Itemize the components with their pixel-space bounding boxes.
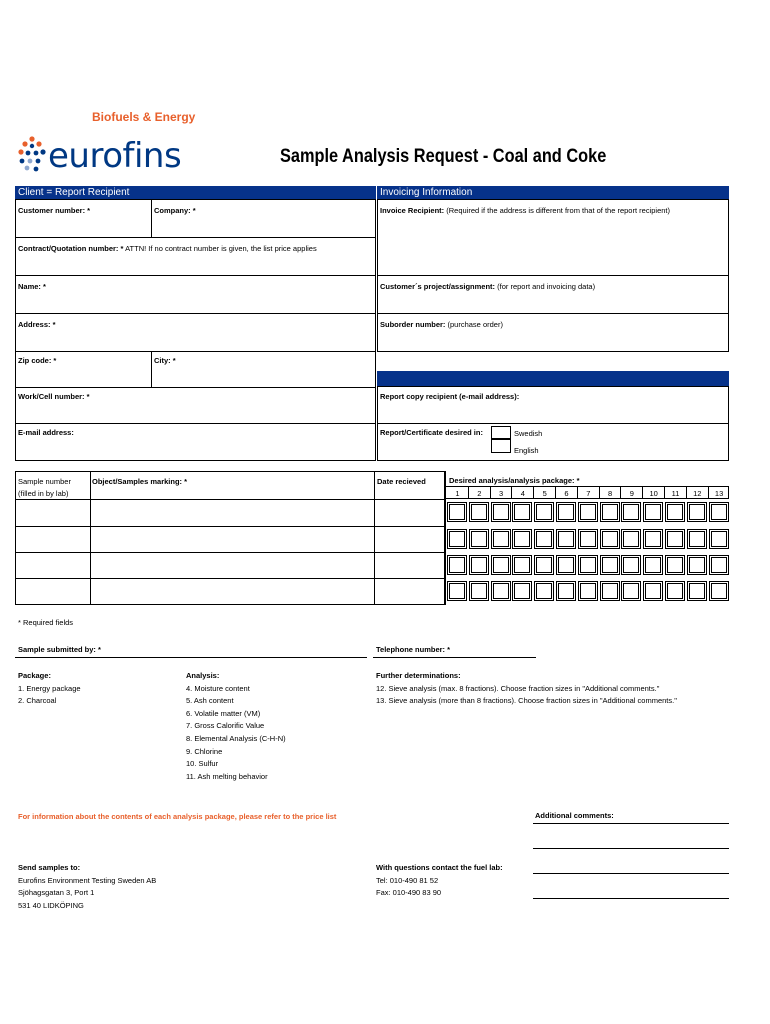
analysis-checkbox[interactable] [491,502,511,522]
object-marking-header: Object/Samples marking: * [92,477,188,486]
analysis-item: 11. Ash melting behavior [186,771,268,781]
report-language-label: Report/Certificate desired in: [380,428,483,437]
analysis-checkbox[interactable] [600,555,620,575]
client-form-frame [15,199,376,461]
invoicing-section-header: Invoicing Information [377,186,729,199]
analysis-checkbox[interactable] [556,581,576,601]
analysis-checkbox[interactable] [709,529,729,549]
eurofins-logo-icon [18,135,46,175]
further-item: 13. Sieve analysis (more than 8 fractions). Choose fraction sizes in "Additional comments." [376,696,677,706]
analysis-checkbox[interactable] [600,581,620,601]
english-label: English [514,446,539,455]
analysis-checkbox[interactable] [491,581,511,601]
further-item: 12. Sieve analysis (max. 8 fractions). Choose fraction sizes in "Additional comments." [376,683,660,693]
email-field[interactable]: E-mail address: [18,428,74,437]
zip-code-field[interactable]: Zip code: * [18,356,57,365]
send-samples-label: Send samples to: [18,863,81,872]
analysis-checkbox[interactable] [512,529,532,549]
analysis-checkbox[interactable] [556,555,576,575]
customer-number-field[interactable]: Customer number: * [18,206,91,215]
fuel-lab-contact [376,862,503,900]
package-label: Package: [18,671,51,680]
analysis-column-number: 5 [542,489,547,498]
contract-number-field[interactable] [18,244,317,253]
analysis-checkbox[interactable] [512,581,532,601]
desired-analysis-header: Desired analysis/analysis package: * [449,476,580,485]
analysis-checkbox[interactable] [556,529,576,549]
name-field[interactable]: Name: * [18,282,46,291]
analysis-checkbox[interactable] [665,502,685,522]
sample-submitted-by-label: Sample submitted by: * [18,645,101,654]
analysis-checkbox[interactable] [447,555,467,575]
contract-note: ATTN! If no contract number is given, the list price applies [123,244,317,253]
analysis-column-number: 4 [520,489,525,498]
analysis-checkbox[interactable] [578,529,598,549]
analysis-checkbox[interactable] [534,529,554,549]
analysis-checkbox[interactable] [643,529,663,549]
suborder-number-field[interactable] [380,320,503,329]
analysis-checkbox[interactable] [469,502,489,522]
telephone-number-line[interactable] [373,657,536,658]
suborder-label: Suborder number: [380,320,446,329]
analysis-checkbox[interactable] [534,581,554,601]
additional-comments-line[interactable] [533,848,729,849]
date-received-header: Date recieved [377,477,426,486]
analysis-checkbox[interactable] [709,555,729,575]
price-list-note: For information about the contents of each analysis package, please refer to the price list [18,812,337,821]
analysis-checkbox[interactable] [621,502,641,522]
analysis-column-number: 3 [499,489,504,498]
analysis-item: 8. Elemental Analysis (C-H-N) [186,733,286,743]
analysis-column-number: 10 [649,489,658,498]
eurofins-logo-text: eurofins [48,136,182,176]
package-item: 1. Energy package [18,683,81,693]
company-field[interactable]: Company: * [154,206,196,215]
analysis-checkbox[interactable] [709,502,729,522]
contact-label: With questions contact the fuel lab: [376,863,503,872]
analysis-checkbox[interactable] [665,581,685,601]
address-field[interactable]: Address: * [18,320,56,329]
address-line: Eurofins Environment Testing Sweden AB [18,875,157,885]
analysis-checkbox[interactable] [578,581,598,601]
additional-comments-line[interactable] [533,823,729,824]
analysis-checkbox[interactable] [491,555,511,575]
invoice-recipient-note: (Required if the address is different from that of the report recipient) [444,206,670,215]
analysis-checkbox[interactable] [600,502,620,522]
analysis-checkbox[interactable] [687,502,707,522]
sample-number-header: Sample number [18,477,71,486]
analysis-checkbox[interactable] [665,529,685,549]
analysis-item: 4. Moisture content [186,683,250,693]
analysis-item: 5. Ash content [186,696,234,706]
analysis-column-number: 13 [714,489,724,498]
address-line: 531 40 LIDKÖPING [18,900,84,910]
customer-project-field[interactable] [380,282,595,291]
sample-number-note: (filled in by lab) [18,489,69,498]
contract-label: Contract/Quotation number: * [18,244,124,253]
additional-comments-line[interactable] [533,873,729,874]
analysis-checkbox[interactable] [687,529,707,549]
report-section-bar [377,371,729,386]
analysis-checkbox[interactable] [643,555,663,575]
additional-comments-label: Additional comments: [535,811,614,820]
analysis-list [186,670,286,783]
analysis-checkbox[interactable] [512,555,532,575]
package-item: 2. Charcoal [18,696,57,706]
analysis-item: 7. Gross Calorific Value [186,721,265,731]
suborder-note: (purchase order) [445,320,503,329]
analysis-checkbox[interactable] [621,581,641,601]
analysis-checkbox[interactable] [534,502,554,522]
brand-tagline: Biofuels & Energy [92,110,196,124]
client-section-header: Client = Report Recipient [15,186,376,199]
analysis-checkbox[interactable] [665,555,685,575]
report-copy-recipient-field[interactable]: Report copy recipient (e-mail address): [380,392,520,401]
swedish-label: Swedish [514,429,543,438]
analysis-checkbox[interactable] [643,581,663,601]
swedish-checkbox[interactable] [491,426,511,439]
analysis-checkbox[interactable] [621,529,641,549]
analysis-checkbox[interactable] [687,555,707,575]
customer-project-label: Customer´s project/assignment: [380,282,496,291]
analysis-checkbox[interactable] [469,555,489,575]
send-samples-address [18,862,156,912]
contact-line: Fax: 010-490 83 90 [376,888,442,898]
analysis-item: 10. Sulfur [186,759,219,769]
analysis-checkbox[interactable] [687,581,707,601]
sample-submitted-by-line[interactable] [15,657,367,658]
additional-comments-line[interactable] [533,898,729,899]
further-determinations-list [376,670,677,708]
analysis-checkbox[interactable] [578,502,598,522]
invoice-recipient-label: Invoice Recipient: [380,206,445,215]
invoice-recipient-field[interactable] [380,206,670,215]
analysis-column-number: 8 [608,489,613,498]
analysis-column-number: 6 [564,489,569,498]
analysis-checkbox[interactable] [512,502,532,522]
city-field[interactable]: City: * [154,356,176,365]
package-list [18,670,81,708]
analysis-checkbox[interactable] [600,529,620,549]
analysis-checkbox[interactable] [491,529,511,549]
analysis-checkbox[interactable] [469,529,489,549]
analysis-checkbox[interactable] [447,502,467,522]
analysis-column-number: 9 [629,489,634,498]
analysis-item: 6. Volatile matter (VM) [186,708,261,718]
analysis-column-number: 1 [455,489,460,498]
customer-project-note: (for report and invoicing data) [495,282,596,291]
page-title: Sample Analysis Request - Coal and Coke [280,146,607,167]
further-label: Further determinations: [376,671,461,680]
analysis-label: Analysis: [186,671,220,680]
analysis-column-number: 7 [586,489,591,498]
telephone-number-label: Telephone number: * [376,645,451,654]
analysis-column-number: 12 [693,489,702,498]
analysis-checkbox[interactable] [447,581,467,601]
analysis-column-number: 11 [671,489,680,498]
analysis-checkbox[interactable] [556,502,576,522]
analysis-checkbox[interactable] [643,502,663,522]
analysis-checkbox[interactable] [578,555,598,575]
analysis-checkbox[interactable] [447,529,467,549]
analysis-checkbox[interactable] [469,581,489,601]
address-line: Sjöhagsgatan 3, Port 1 [18,888,95,898]
required-fields-note: * Required fields [18,618,74,627]
contact-line: Tel: 010-490 81 52 [376,875,439,885]
analysis-item: 9. Chlorine [186,746,223,756]
english-checkbox[interactable] [491,439,511,453]
analysis-checkbox[interactable] [534,555,554,575]
analysis-checkbox[interactable] [709,581,729,601]
analysis-column-number: 2 [477,489,482,498]
analysis-checkbox[interactable] [621,555,641,575]
work-cell-number-field[interactable]: Work/Cell number: * [18,392,90,401]
